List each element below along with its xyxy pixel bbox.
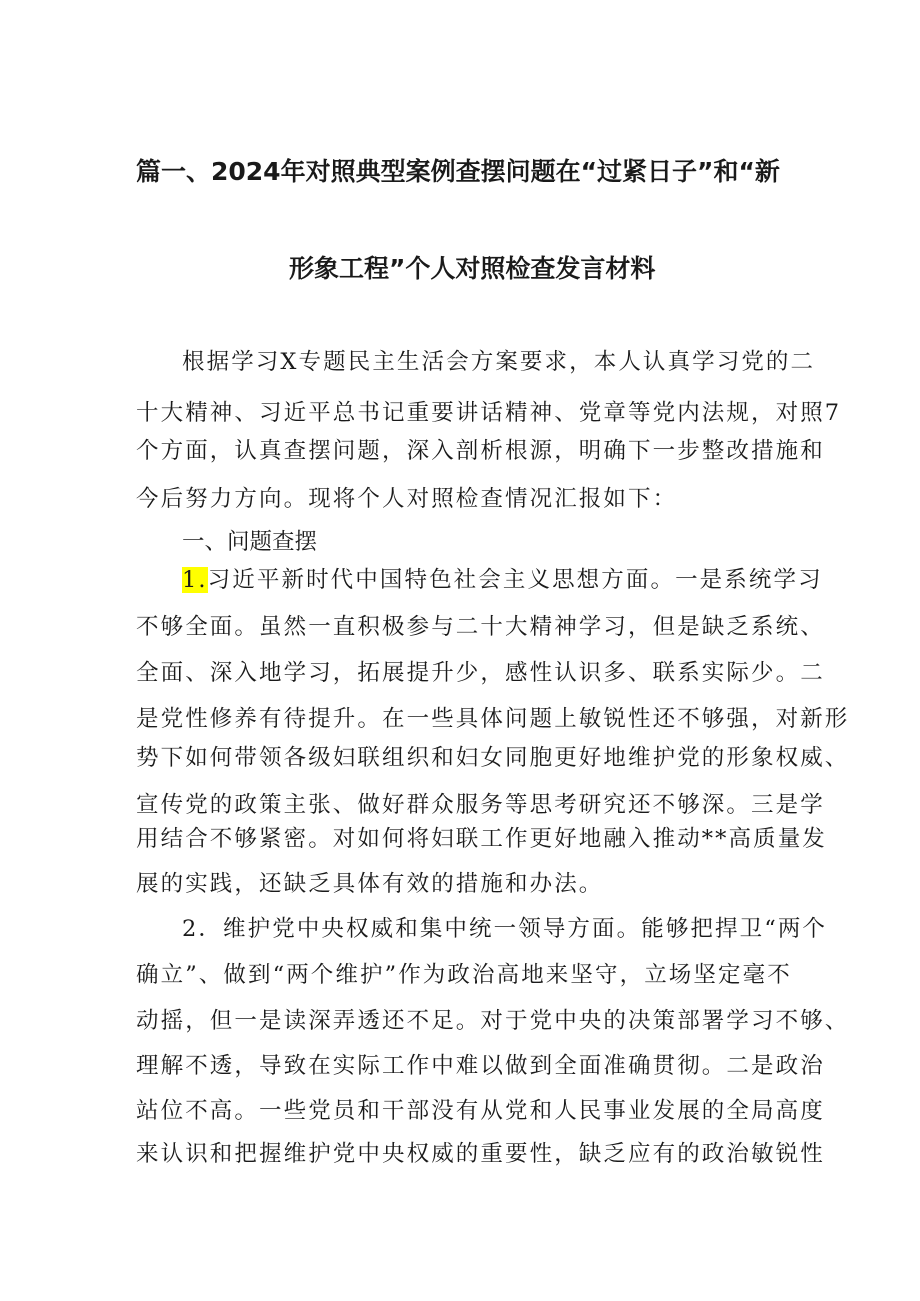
item-2-line-2: 确立”、做到“两个维护”作为政治高地来坚守，立场坚定毫不 bbox=[136, 962, 792, 988]
item-1-line-7: 用结合不够紧密。对如何将妇联工作更好地融入推动**高质量发 bbox=[136, 826, 827, 852]
item-2-line-3: 动摇，但一是读深弄透还不足。对于党中央的决策部署学习不够、 bbox=[136, 1008, 850, 1034]
item-2-line-6: 来认识和把握维护党中央权威的重要性，缺乏应有的政治敏锐性 bbox=[136, 1141, 825, 1167]
intro-line-3: 个方面，认真查摆问题，深入剖析根源，明确下一步整改措施和 bbox=[136, 438, 825, 464]
item-1-line-4: 是党性修养有待提升。在一些具体问题上敏锐性还不够强，对新形 bbox=[136, 706, 850, 732]
intro-line-1: 根据学习X专题民主生活会方案要求，本人认真学习党的二 bbox=[182, 349, 816, 375]
document-title-line-2: 形象工程”个人对照检查发言材料 bbox=[289, 254, 656, 283]
item-2-line-4: 理解不透，导致在实际工作中难以做到全面准确贯彻。二是政治 bbox=[136, 1053, 825, 1079]
item-2-line-5: 站位不高。一些党员和干部没有从党和人民事业发展的全局高度 bbox=[136, 1098, 825, 1124]
item-1-line-5: 势下如何带领各级妇联组织和妇女同胞更好地维护党的形象权威、 bbox=[136, 745, 850, 771]
item-1-line-8: 展的实践，还缺乏具体有效的措施和办法。 bbox=[136, 871, 604, 897]
item-2-line-1: 2．维护党中央权威和集中统一领导方面。能够把捍卫“两个 bbox=[182, 916, 828, 942]
item-1-line-1 bbox=[182, 567, 842, 593]
item-1-line-3: 全面、深入地学习，拓展提升少，感性认识多、联系实际少。二 bbox=[136, 660, 825, 686]
document-title-line-1: 篇一、2024年对照典型案例查摆问题在“过紧日子”和“新 bbox=[136, 157, 780, 186]
item-1-line-6: 宣传党的政策主张、做好群众服务等思考研究还不够深。三是学 bbox=[136, 792, 825, 818]
item-1-text-start: 习近平新时代中国特色社会主义思想方面。一是系统学习 bbox=[207, 567, 823, 593]
intro-line-4: 今后努力方向。现将个人对照检查情况汇报如下： bbox=[136, 486, 678, 512]
item-1-line-2: 不够全面。虽然一直积极参与二十大精神学习，但是缺乏系统、 bbox=[136, 614, 825, 640]
section-heading: 一、问题查摆 bbox=[182, 529, 318, 555]
item-1-number-highlight: 1. bbox=[182, 567, 208, 593]
intro-line-2: 十大精神、习近平总书记重要讲话精神、党章等党内法规，对照7 bbox=[136, 400, 842, 426]
